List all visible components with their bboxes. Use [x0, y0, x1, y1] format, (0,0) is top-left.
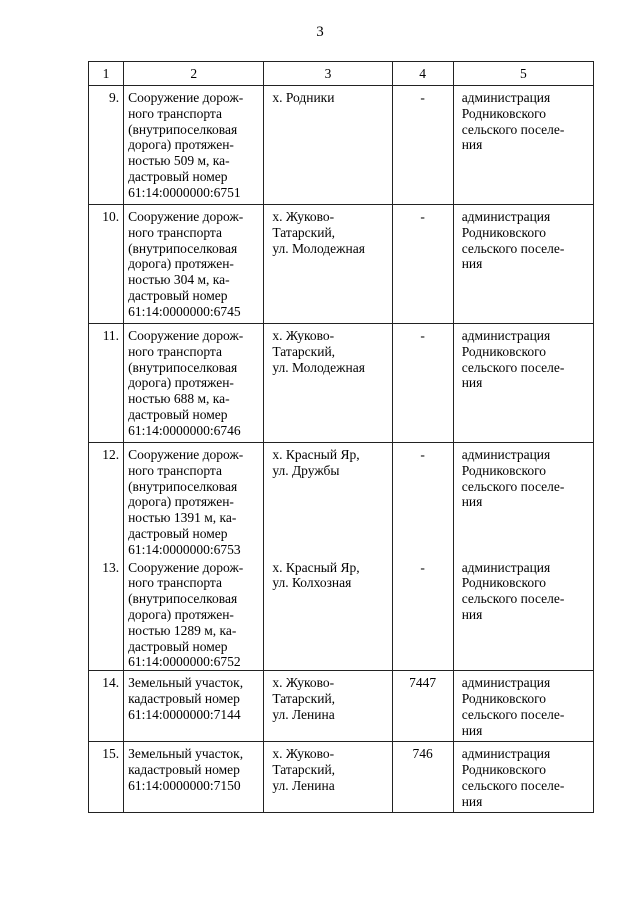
- column-header-4: 4: [392, 62, 453, 86]
- object-address: х. Жуково- Татарский, ул. Ленина: [264, 742, 392, 813]
- row-number: 11.: [89, 324, 124, 443]
- column-header-5: 5: [453, 62, 593, 86]
- object-owner: администрация Родниковского сельского поселе- ния: [453, 205, 593, 324]
- property-registry-table: [88, 61, 594, 813]
- object-area: -: [392, 558, 453, 671]
- row-number: 9.: [89, 86, 124, 205]
- object-name: Сооружение дорож- ного транспорта (внутрипоселковая дорога) протяжен- ностью 1391 м, ка- дастровый номер 61:14:0000000:6753: [124, 443, 264, 558]
- object-name: Сооружение дорож- ного транспорта (внутрипоселковая дорога) протяжен- ностью 688 м, ка- дастровый номер 61:14:0000000:6746: [124, 324, 264, 443]
- object-address: х. Красный Яр, ул. Дружбы: [264, 443, 392, 558]
- row-number: 15.: [89, 742, 124, 813]
- object-owner: администрация Родниковского сельского поселе- ния: [453, 86, 593, 205]
- table-header-row: [89, 62, 594, 86]
- object-area: -: [392, 443, 453, 558]
- object-address: х. Жуково- Татарский, ул. Молодежная: [264, 324, 392, 443]
- row-number: 10.: [89, 205, 124, 324]
- page-number: 3: [316, 24, 324, 40]
- object-address: х. Красный Яр, ул. Колхозная: [264, 558, 392, 671]
- object-address: х. Жуково- Татарский, ул. Молодежная: [264, 205, 392, 324]
- object-owner: администрация Родниковского сельского поселе- ния: [453, 324, 593, 443]
- table-row: [89, 558, 594, 671]
- object-name: Земельный участок, кадастровый номер 61:14:0000000:7144: [124, 671, 264, 742]
- object-address: х. Родники: [264, 86, 392, 205]
- object-owner: администрация Родниковского сельского поселе- ния: [453, 671, 593, 742]
- object-area: -: [392, 324, 453, 443]
- object-name: Сооружение дорож- ного транспорта (внутрипоселковая дорога) протяжен- ностью 1289 м, ка- дастровый номер 61:14:0000000:6752: [124, 558, 264, 671]
- object-owner: администрация Родниковского сельского поселе- ния: [453, 742, 593, 813]
- object-owner: администрация Родниковского сельского поселе- ния: [453, 558, 593, 671]
- object-name: Сооружение дорож- ного транспорта (внутрипоселковая дорога) протяжен- ностью 304 м, ка- дастровый номер 61:14:0000000:6745: [124, 205, 264, 324]
- table-row: [89, 86, 594, 205]
- object-area: 7447: [392, 671, 453, 742]
- table-row: [89, 324, 594, 443]
- row-number: 14.: [89, 671, 124, 742]
- column-header-3: 3: [264, 62, 392, 86]
- table-row: [89, 671, 594, 742]
- object-address: х. Жуково- Татарский, ул. Ленина: [264, 671, 392, 742]
- table-row: [89, 205, 594, 324]
- row-number: 13.: [89, 558, 124, 671]
- object-name: Сооружение дорож- ного транспорта (внутрипоселковая дорога) протяжен- ностью 509 м, ка- дастровый номер 61:14:0000000:6751: [124, 86, 264, 205]
- object-area: -: [392, 205, 453, 324]
- table-row: [89, 443, 594, 558]
- object-owner: администрация Родниковского сельского поселе- ния: [453, 443, 593, 558]
- column-header-1: 1: [89, 62, 124, 86]
- object-area: 746: [392, 742, 453, 813]
- table-row: [89, 742, 594, 813]
- object-area: -: [392, 86, 453, 205]
- row-number: 12.: [89, 443, 124, 558]
- column-header-2: 2: [124, 62, 264, 86]
- object-name: Земельный участок, кадастровый номер 61:14:0000000:7150: [124, 742, 264, 813]
